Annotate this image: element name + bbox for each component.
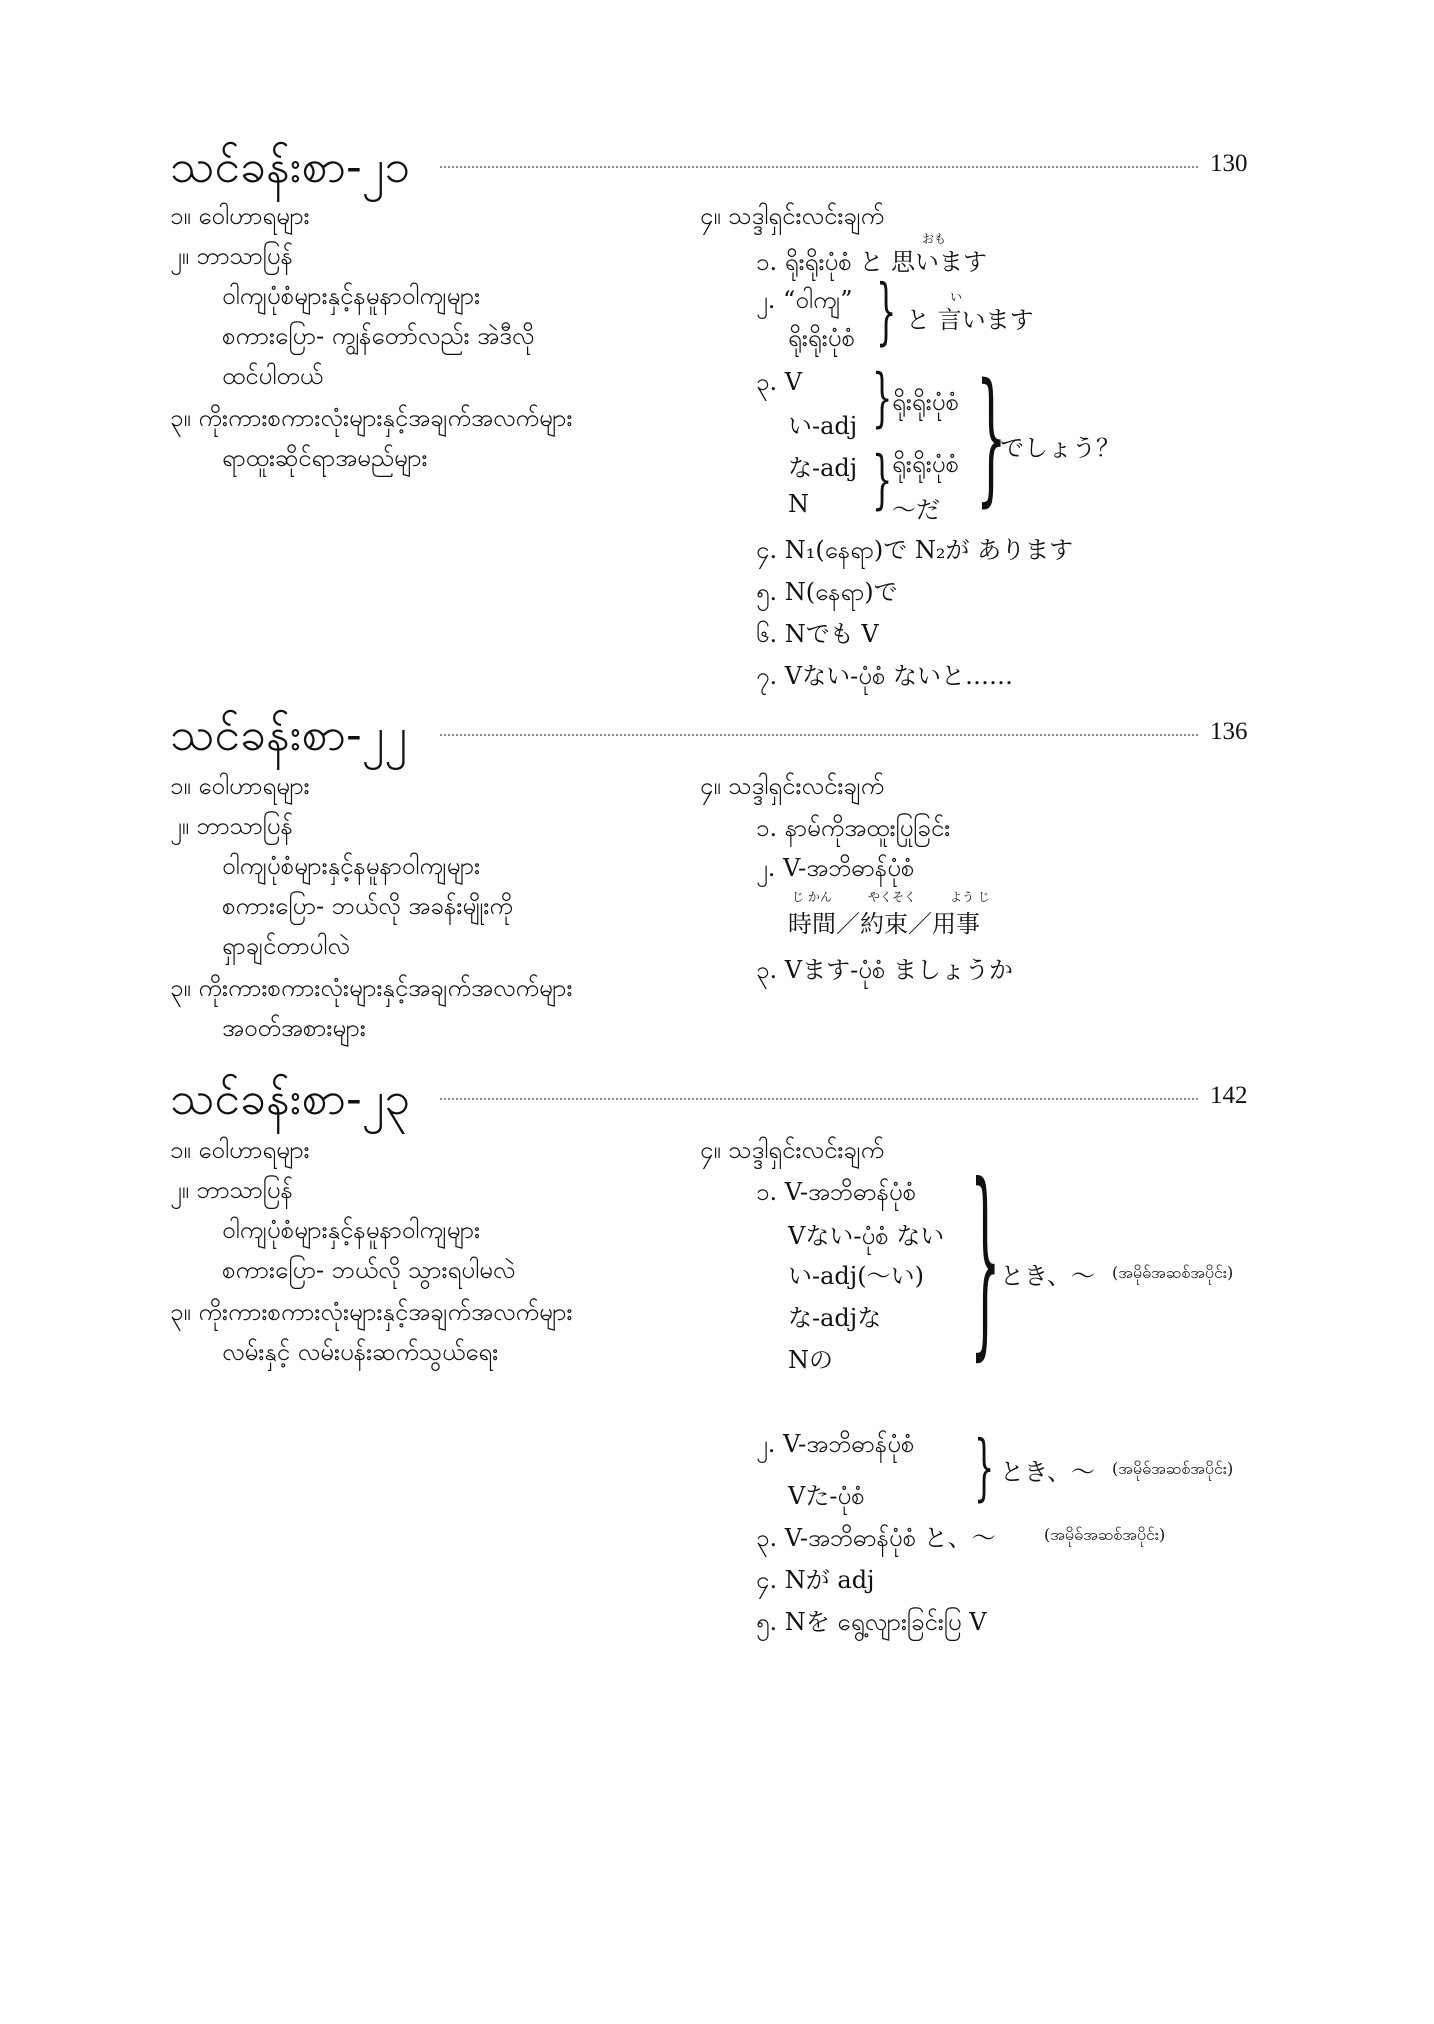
toc-item[interactable]: ၃။ ကိုးကားစကားလုံးများနှင့်အချက်အလက်များ bbox=[170, 404, 573, 432]
dotted-leader bbox=[440, 1098, 1198, 1100]
page-number[interactable]: 136 bbox=[1210, 718, 1248, 745]
grammar-item[interactable]: ၁. နာမ်ကိုအထူးပြုခြင်း bbox=[756, 814, 951, 842]
dotted-leader bbox=[440, 734, 1198, 736]
grammar-ending: とき、～ bbox=[1000, 1262, 1096, 1290]
dotted-leader bbox=[440, 166, 1198, 168]
grammar-item: N bbox=[788, 490, 809, 518]
furigana: よう じ bbox=[950, 890, 990, 904]
toc-subitem[interactable]: အဝတ်အစားများ bbox=[222, 1014, 366, 1042]
grammar-item: い-adj(～い) bbox=[788, 1262, 924, 1290]
grammar-item: Vない-ပုံစံ ない bbox=[788, 1222, 945, 1250]
grammar-note: (အမိုဓ်အဆစ်အပိုင်း) bbox=[1044, 1525, 1166, 1544]
brace: } bbox=[872, 361, 893, 435]
lesson-title: သင်ခန်းစာ-၂၁ bbox=[170, 139, 411, 193]
grammar-note: (အမိုဓ်အဆစ်အပိုင်း) bbox=[1112, 1459, 1234, 1478]
toc-item[interactable]: ၃။ ကိုးကားစကားလုံးများနှင့်အချက်အလက်များ bbox=[170, 1298, 573, 1326]
brace: } bbox=[970, 1143, 1001, 1381]
lesson-title: သင်ခန်းစာ-၂၃ bbox=[170, 1071, 411, 1125]
grammar-item[interactable]: ၅. N(နေရာ)で bbox=[756, 578, 898, 606]
toc-item[interactable]: ၁။ ဝေါဟာရများ bbox=[170, 1136, 310, 1164]
toc-subitem[interactable]: ဝါကျပုံစံများနှင့်နမူနာဝါကျများ bbox=[222, 282, 481, 310]
toc-item[interactable]: ၃။ ကိုးကားစကားလုံးများနှင့်အချက်အလက်များ bbox=[170, 974, 573, 1002]
grammar-item: ရိုးရိုးပုံစံ bbox=[788, 324, 855, 352]
toc-subitem[interactable]: ဝါကျပုံစံများနှင့်နမူနာဝါကျများ bbox=[222, 852, 481, 880]
toc-subitem: ရှာချင်တာပါလဲ bbox=[222, 932, 350, 960]
toc-subitem[interactable]: စကားပြော- ဘယ်လို အခန်းမျိုးကို bbox=[222, 892, 513, 920]
grammar-words: 時間／約束／用事 bbox=[788, 910, 980, 938]
toc-subitem[interactable]: ဝါကျပုံစံများနှင့်နမူနာဝါကျများ bbox=[222, 1216, 481, 1244]
toc-subitem[interactable]: စကားပြော- ကျွန်တော်လည်း အဲဒီလို bbox=[222, 322, 535, 350]
grammar-item: Vた-ပုံစံ bbox=[788, 1482, 865, 1510]
toc-subitem[interactable]: စကားပြော- ဘယ်လို သွားရပါမလဲ bbox=[222, 1256, 516, 1284]
grammar-item[interactable]: ၃. Vます-ပုံစံ ましょうか bbox=[756, 956, 1014, 984]
toc-item[interactable]: ၂။ ဘာသာပြန် bbox=[170, 242, 293, 270]
grammar-item: な-adj bbox=[788, 454, 858, 482]
grammar-item[interactable]: ၇. Vない-ပုံစံ ないと…… bbox=[756, 662, 1014, 690]
brace: } bbox=[876, 270, 897, 354]
toc-item[interactable]: ၁။ ဝေါဟာရများ bbox=[170, 772, 310, 800]
brace: } bbox=[872, 443, 893, 517]
toc-subitem: ထင်ပါတယ် bbox=[222, 362, 324, 390]
grammar-item[interactable]: ၂. V-အဘိဓာန်ပုံစံ bbox=[756, 854, 915, 882]
grammar-note: (အမိုဓ်အဆစ်အပိုင်း) bbox=[1112, 1263, 1234, 1282]
grammar-form: ～だ bbox=[892, 496, 940, 524]
brace: } bbox=[974, 1426, 995, 1510]
grammar-item: な-adjな bbox=[788, 1304, 882, 1332]
toc-subitem[interactable]: လမ်းနှင့် လမ်းပန်းဆက်သွယ်ရေး bbox=[222, 1338, 499, 1366]
grammar-item[interactable]: ၃. V-အဘိဓာန်ပုံစံ と、～ bbox=[756, 1524, 996, 1552]
grammar-item[interactable]: ၂. “ဝါကျ” bbox=[756, 286, 853, 314]
toc-item[interactable]: ၂။ ဘာသာပြန် bbox=[170, 1176, 293, 1204]
grammar-item[interactable]: ၂. V-အဘိဓာန်ပုံစံ bbox=[756, 1430, 915, 1458]
furigana: おも bbox=[922, 232, 947, 246]
grammar-header[interactable]: ၄။ သဒ္ဒါရှင်းလင်းချက် bbox=[700, 1136, 885, 1164]
grammar-item[interactable]: ၄. N₁(နေရာ)で N₂が あります bbox=[756, 536, 1074, 564]
grammar-item[interactable]: ၁. ရိုးရိုးပုံစံ と 思います bbox=[756, 248, 987, 276]
toc-item[interactable]: ၁။ ဝေါဟာရများ bbox=[170, 202, 310, 230]
brace: } bbox=[976, 354, 1007, 522]
grammar-ending: と 言います bbox=[906, 306, 1034, 334]
page-number[interactable]: 142 bbox=[1210, 1082, 1248, 1109]
grammar-item: Nの bbox=[788, 1346, 833, 1374]
furigana: やくそく bbox=[868, 890, 917, 904]
furigana: い bbox=[950, 290, 963, 304]
grammar-item[interactable]: ၆. Nでも V bbox=[756, 620, 879, 648]
grammar-header[interactable]: ၄။ သဒ္ဒါရှင်းလင်းချက် bbox=[700, 202, 885, 230]
grammar-header[interactable]: ၄။ သဒ္ဒါရှင်းလင်းချက် bbox=[700, 772, 885, 800]
toc-item[interactable]: ၂။ ဘာသာပြန် bbox=[170, 812, 293, 840]
grammar-ending: でしょう？ bbox=[1000, 434, 1120, 462]
grammar-item: い-adj bbox=[788, 412, 858, 440]
grammar-item[interactable]: ၃. V bbox=[756, 368, 803, 396]
grammar-item[interactable]: ၁. V-အဘိဓာန်ပုံစံ bbox=[756, 1178, 917, 1206]
page-number[interactable]: 130 bbox=[1210, 150, 1248, 177]
grammar-item[interactable]: ၅. Nを ရွေ့လျားခြင်းပြ V bbox=[756, 1608, 987, 1636]
grammar-ending: とき、～ bbox=[1000, 1458, 1096, 1486]
grammar-item[interactable]: ၄. Nが adj bbox=[756, 1566, 875, 1594]
furigana: じ かん bbox=[792, 890, 832, 904]
toc-subitem[interactable]: ရာထူးဆိုင်ရာအမည်များ bbox=[222, 444, 428, 472]
grammar-form: ရိုးရိုးပုံစံ bbox=[892, 450, 959, 478]
grammar-form: ရိုးရိုးပုံစံ bbox=[892, 388, 959, 416]
lesson-title: သင်ခန်းစာ-၂၂ bbox=[170, 707, 407, 761]
